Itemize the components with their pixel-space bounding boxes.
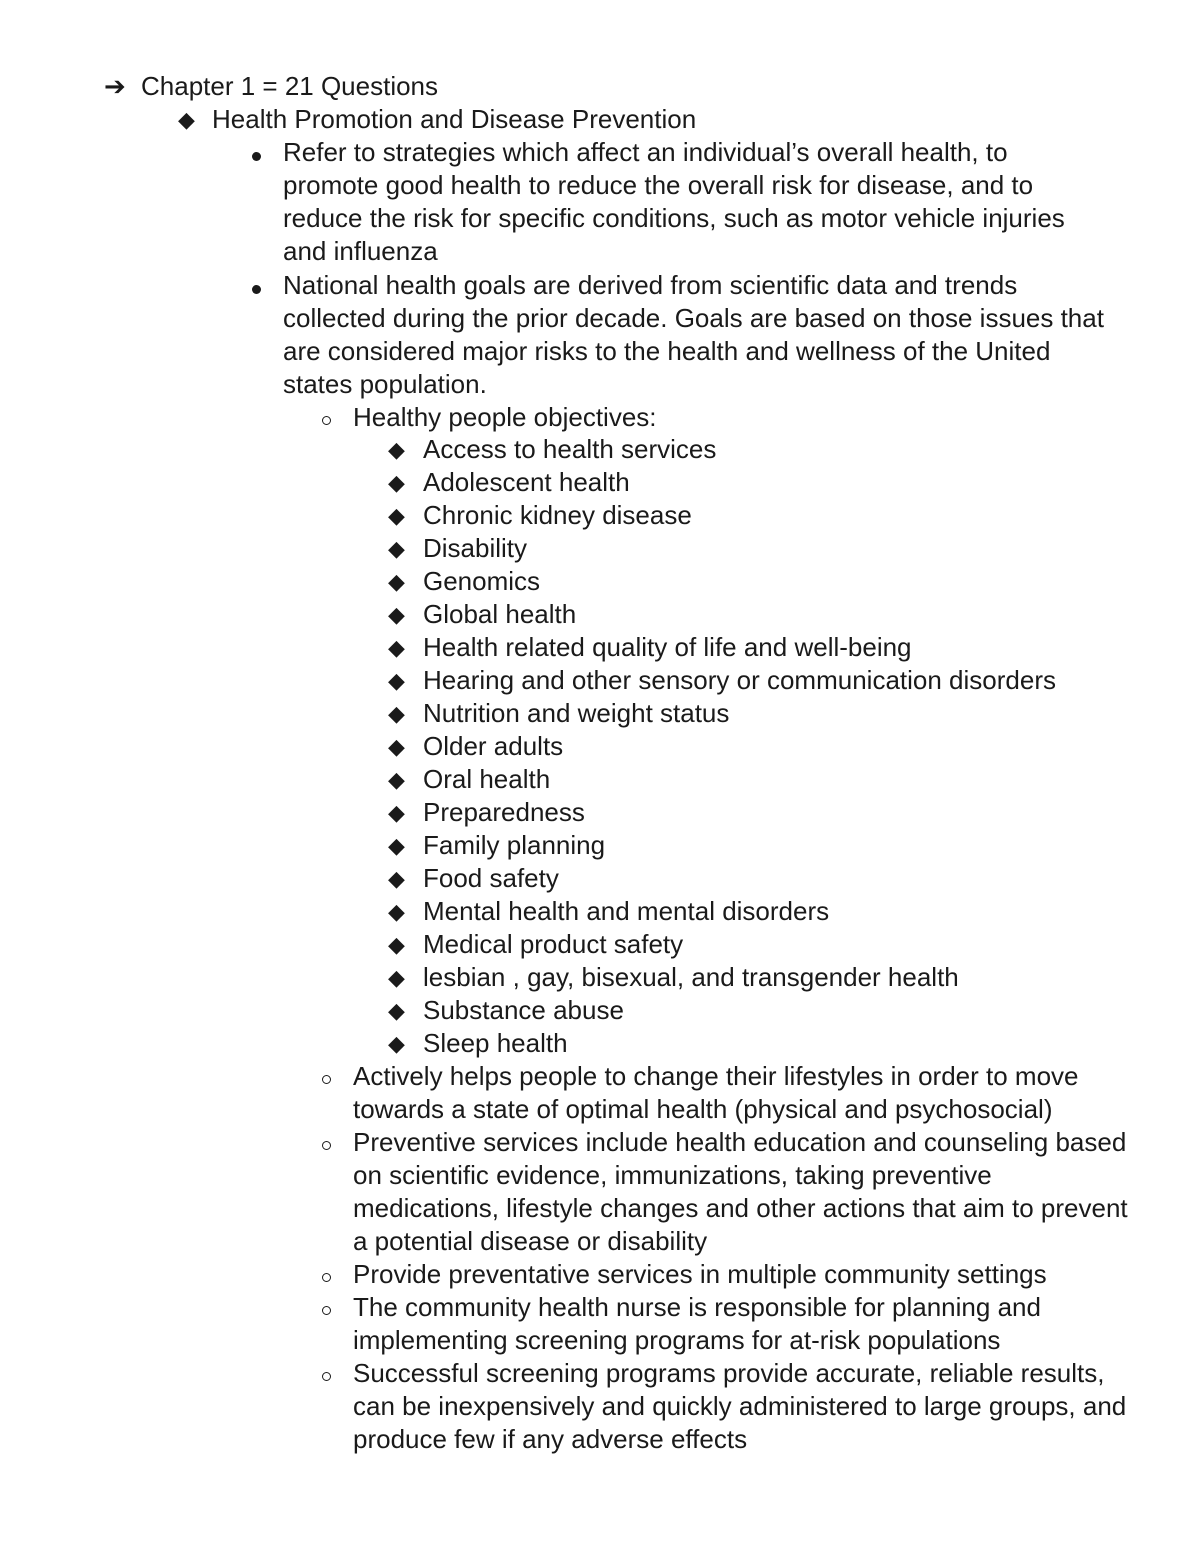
objective-text: Genomics	[423, 566, 541, 596]
list-item	[248, 269, 1108, 401]
bullet-dot-icon	[248, 136, 283, 169]
objectives-heading	[318, 401, 1138, 436]
objective-text: Hearing and other sensory or communication disorders	[423, 665, 1056, 695]
objective-item	[388, 598, 576, 631]
list-item	[318, 1258, 1138, 1293]
objective-text: Health related quality of life and well-being	[423, 632, 912, 662]
objective-text: Adolescent health	[423, 467, 630, 497]
bullet-ring-icon	[318, 1126, 353, 1161]
objective-item	[388, 631, 912, 664]
list-item	[248, 136, 1108, 268]
objective-item	[388, 730, 563, 763]
arrow-icon: ➔	[104, 71, 126, 101]
diamond-bullet-icon: ◆	[388, 536, 405, 561]
list-item	[318, 1291, 1138, 1357]
chapter-heading	[104, 70, 438, 103]
objective-text: Global health	[423, 599, 577, 629]
objective-item	[388, 697, 729, 730]
diamond-bullet-icon: ◆	[388, 470, 405, 495]
objective-item	[388, 1027, 568, 1060]
objective-text: lesbian , gay, bisexual, and transgender health	[423, 962, 959, 992]
diamond-bullet-icon: ◆	[178, 107, 195, 132]
objective-text: Substance abuse	[423, 995, 624, 1025]
topic-title: Health Promotion and Disease Prevention	[212, 104, 697, 134]
bullet-ring-icon	[318, 1060, 353, 1095]
list-item	[318, 1060, 1138, 1126]
diamond-bullet-icon: ◆	[388, 866, 405, 891]
bullet-ring-icon	[318, 401, 353, 436]
objective-text: Nutrition and weight status	[423, 698, 730, 728]
objective-item	[388, 664, 1056, 697]
diamond-bullet-icon: ◆	[388, 1031, 405, 1056]
sub-point-text: Preventive services include health education and counseling based on scientific evidence, immunizations, taking preventive medications, lifestyle changes and other actions that aim to prevent a potential disease or disability	[353, 1127, 1128, 1256]
diamond-bullet-icon: ◆	[388, 932, 405, 957]
objective-item	[388, 433, 716, 466]
objective-text: Family planning	[423, 830, 606, 860]
objective-item	[388, 499, 692, 532]
list-item	[318, 1357, 1138, 1456]
sub-point-text: Actively helps people to change their lifestyles in order to move towards a state of optimal health (physical and psychosocial)	[353, 1061, 1079, 1124]
diamond-bullet-icon: ◆	[388, 503, 405, 528]
sub-point-text: The community health nurse is responsible for planning and implementing screening programs for at-risk populations	[353, 1292, 1041, 1355]
objective-text: Older adults	[423, 731, 564, 761]
objective-item	[388, 829, 605, 862]
objective-text: Oral health	[423, 764, 551, 794]
diamond-bullet-icon: ◆	[388, 569, 405, 594]
objective-item	[388, 862, 559, 895]
objective-text: Food safety	[423, 863, 559, 893]
diamond-bullet-icon: ◆	[388, 899, 405, 924]
bullet-ring-icon	[318, 1357, 353, 1392]
objective-item	[388, 895, 829, 928]
objective-text: Access to health services	[423, 434, 717, 464]
bullet-dot-icon	[248, 269, 283, 302]
objectives-heading-text: Healthy people objectives:	[353, 402, 657, 432]
diamond-bullet-icon: ◆	[388, 998, 405, 1023]
diamond-bullet-icon: ◆	[388, 833, 405, 858]
objective-item	[388, 994, 624, 1027]
point-text: Refer to strategies which affect an individual’s overall health, to promote good health to reduce the overall risk for disease, and to reduce the risk for specific conditions, such as motor vehicle injuries and influenza	[283, 137, 1065, 266]
objective-text: Preparedness	[423, 797, 585, 827]
objective-item	[388, 796, 585, 829]
objective-text: Chronic kidney disease	[423, 500, 692, 530]
objective-item	[388, 928, 683, 961]
diamond-bullet-icon: ◆	[388, 602, 405, 627]
diamond-bullet-icon: ◆	[388, 701, 405, 726]
diamond-bullet-icon: ◆	[388, 668, 405, 693]
objective-item	[388, 961, 959, 994]
diamond-bullet-icon: ◆	[388, 965, 405, 990]
diamond-bullet-icon: ◆	[388, 800, 405, 825]
sub-point-text: Successful screening programs provide accurate, reliable results, can be inexpensively and quickly administered to large groups, and produce few if any adverse effects	[353, 1358, 1127, 1454]
chapter-title: Chapter 1 = 21 Questions	[141, 71, 439, 101]
bullet-ring-icon	[318, 1258, 353, 1293]
objective-item	[388, 466, 630, 499]
diamond-bullet-icon: ◆	[388, 635, 405, 660]
diamond-bullet-icon: ◆	[388, 767, 405, 792]
diamond-bullet-icon: ◆	[388, 437, 405, 462]
bullet-ring-icon	[318, 1291, 353, 1326]
objective-item	[388, 565, 540, 598]
objective-text: Disability	[423, 533, 528, 563]
diamond-bullet-icon: ◆	[388, 734, 405, 759]
objective-item	[388, 532, 527, 565]
topic-heading	[178, 103, 696, 136]
objective-text: Sleep health	[423, 1028, 568, 1058]
objective-text: Medical product safety	[423, 929, 684, 959]
list-item	[318, 1126, 1138, 1258]
objective-text: Mental health and mental disorders	[423, 896, 830, 926]
point-text: National health goals are derived from scientific data and trends collected during the prior decade. Goals are based on those issues that are considered major risks to the health and wellness of the United states population.	[283, 270, 1104, 399]
sub-point-text: Provide preventative services in multiple community settings	[353, 1259, 1047, 1289]
objective-item	[388, 763, 550, 796]
